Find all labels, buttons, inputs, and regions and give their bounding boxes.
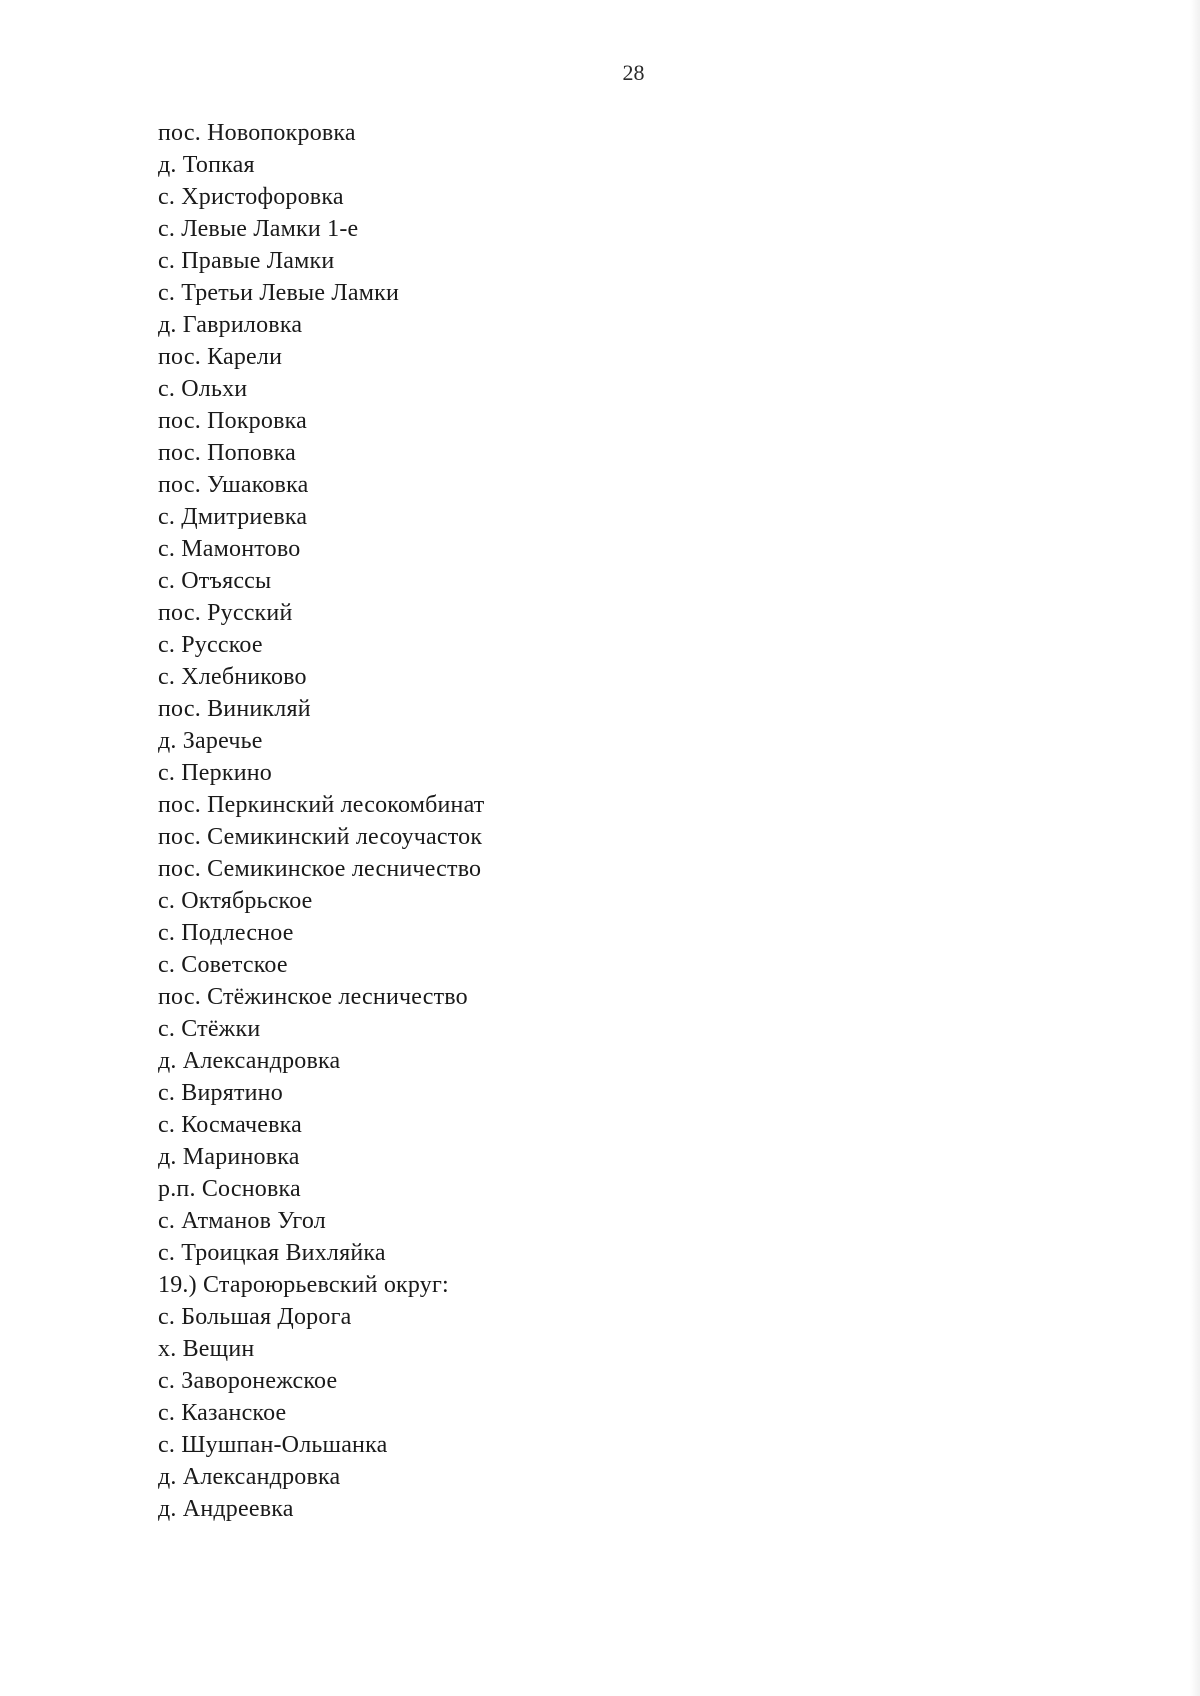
list-item: д. Андреевка <box>158 1496 294 1522</box>
list-item: пос. Семикинский лесоучасток <box>158 824 483 850</box>
list-item: д. Александровка <box>158 1464 341 1490</box>
list-item: с. Советское <box>158 952 288 978</box>
list-item: пос. Стёжинское лесничество <box>158 984 468 1010</box>
page-number: 28 <box>622 60 645 85</box>
list-item: с. Правые Ламки <box>158 248 335 274</box>
section-heading: 19.) Староюрьевский округ: <box>158 1272 449 1298</box>
list-item: пос. Русский <box>158 600 293 626</box>
list-item: пос. Карели <box>158 344 283 370</box>
list-item: с. Вирятино <box>158 1080 283 1106</box>
list-item: с. Шушпан-Ольшанка <box>158 1432 388 1458</box>
list-item: с. Христофоровка <box>158 184 344 210</box>
list-item: пос. Семикинское лесничество <box>158 856 482 882</box>
list-item: р.п. Сосновка <box>158 1176 301 1202</box>
list-item: д. Заречье <box>158 728 263 754</box>
list-item: с. Космачевка <box>158 1112 303 1138</box>
list-item: д. Александровка <box>158 1048 341 1074</box>
list-item: с. Перкино <box>158 760 272 786</box>
list-item: с. Третьи Левые Ламки <box>158 280 400 306</box>
list-item: с. Казанское <box>158 1400 287 1426</box>
list-item: д. Топкая <box>158 152 255 178</box>
settlement-list <box>158 117 485 1525</box>
list-item: с. Октябрьское <box>158 888 313 914</box>
list-item: с. Подлесное <box>158 920 294 946</box>
list-item: с. Большая Дорога <box>158 1304 352 1330</box>
list-item: с. Отъяссы <box>158 568 272 594</box>
scan-edge <box>1190 0 1200 1696</box>
list-item: д. Гавриловка <box>158 312 303 338</box>
list-item: с. Атманов Угол <box>158 1208 326 1234</box>
list-item: с. Русское <box>158 632 263 658</box>
list-item: с. Ольхи <box>158 376 248 402</box>
list-item: пос. Ушаковка <box>158 472 309 498</box>
list-item: с. Хлебниково <box>158 664 307 690</box>
list-item: пос. Новопокровка <box>158 120 356 146</box>
list-item: с. Стёжки <box>158 1016 261 1042</box>
list-item: пос. Виникляй <box>158 696 311 722</box>
list-item: пос. Поповка <box>158 440 296 466</box>
list-item: пос. Покровка <box>158 408 307 434</box>
list-item: с. Левые Ламки 1-е <box>158 216 359 242</box>
list-item: д. Мариновка <box>158 1144 300 1170</box>
list-item: х. Вещин <box>158 1336 255 1362</box>
list-item: с. Троицкая Вихляйка <box>158 1240 386 1266</box>
list-item: с. Заворонежское <box>158 1368 338 1394</box>
list-item: с. Мамонтово <box>158 536 301 562</box>
list-item: пос. Перкинский лесокомбинат <box>158 792 485 818</box>
list-item: с. Дмитриевка <box>158 504 308 530</box>
